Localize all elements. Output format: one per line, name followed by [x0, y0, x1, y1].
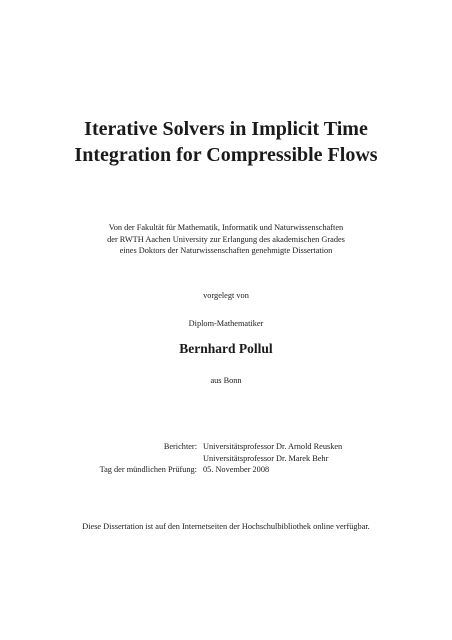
- reviewers-row: [0, 441, 452, 453]
- presented-by: vorgelegt von: [203, 291, 249, 300]
- author-name: Bernhard Pollul: [179, 341, 273, 356]
- degree: Diplom-Mathematiker: [188, 319, 264, 328]
- reviewers-label: Berichter:: [163, 442, 197, 451]
- faculty-statement-line-3: eines Doktors der Naturwissenschaften genehmigte Dissertation: [119, 246, 333, 255]
- availability-note: Diese Dissertation ist auf den Internetseiten der Hochschulbibliothek online verfügbar.: [82, 522, 370, 531]
- faculty-statement-line-2: der RWTH Aachen University zur Erlangung des akademischen Grades: [107, 234, 345, 244]
- faculty-statement-line-1: Von der Fakultät für Mathematik, Informatik und Naturwissenschaften: [108, 223, 344, 232]
- reviewer-2: Universitätsprofessor Dr. Marek Behr: [203, 453, 329, 463]
- thesis-title-line-2: Integration for Compressible Flows: [74, 144, 378, 166]
- author-origin: aus Bonn: [210, 376, 242, 385]
- reviewer-1: Universitätsprofessor Dr. Arnold Reusken: [203, 442, 343, 451]
- thesis-title-line-1: Iterative Solvers in Implicit Time: [84, 118, 368, 140]
- exam-date: 05. November 2008: [203, 465, 270, 474]
- examination-details: [0, 441, 452, 476]
- thesis-title: [0, 116, 452, 168]
- exam-date-row: [0, 464, 452, 476]
- exam-date-label: Tag der mündlichen Prüfung:: [99, 465, 197, 474]
- reviewers-row-2: [0, 453, 452, 465]
- faculty-statement: [0, 222, 452, 257]
